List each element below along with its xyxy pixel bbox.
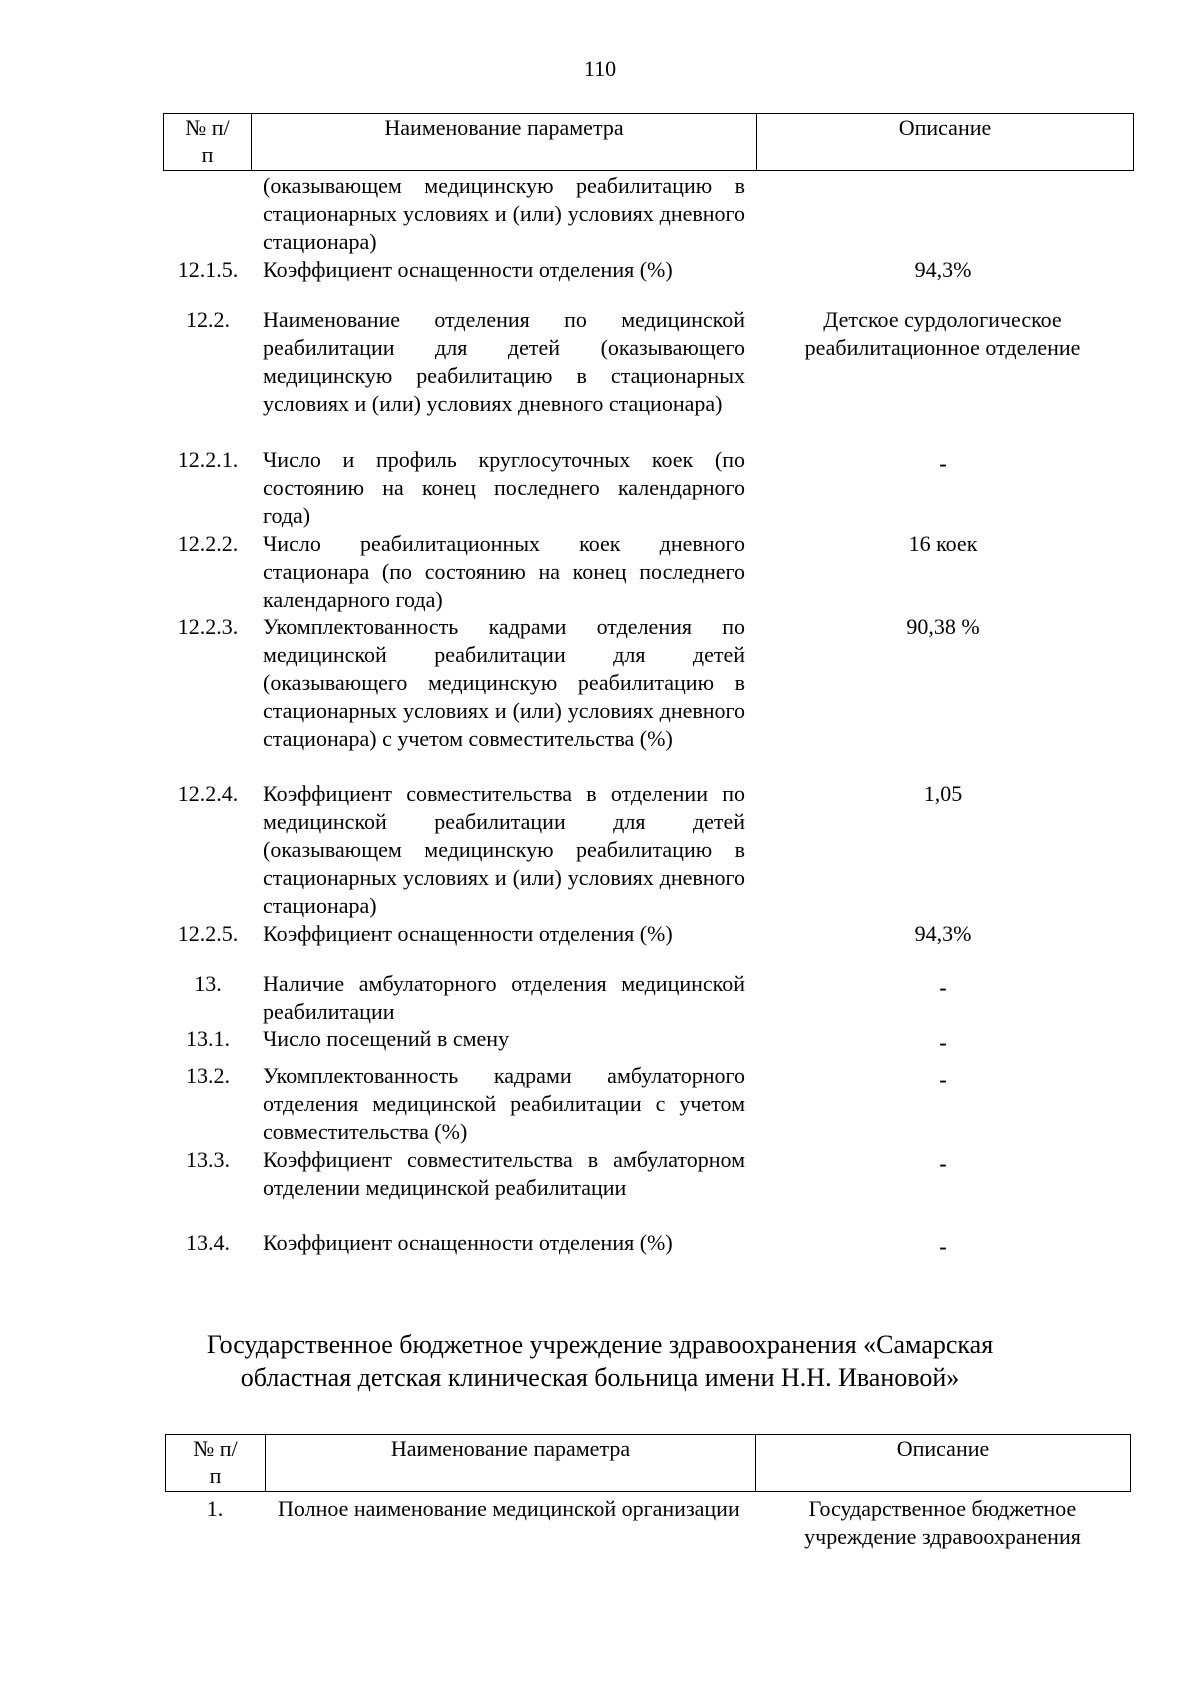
num-cell: 13.4. (186, 1230, 230, 1255)
table1-header (163, 113, 1134, 171)
num-cell: 13.1. (186, 1026, 230, 1051)
desc-cell: 94,3% (914, 257, 972, 282)
desc-cell: Государственное бюджетное учреждение здравоохранения (804, 1496, 1081, 1549)
page-number: 110 (583, 56, 617, 81)
num-cell: 13. (194, 971, 222, 996)
num-cell: 12.2.3. (177, 614, 239, 639)
param-cell: Укомплектованность кадрами амбулаторного отделения медицинской реабилитации с учетом совместительства (%) (263, 1063, 745, 1144)
desc-cell: - (939, 1030, 947, 1055)
num-cell: 13.2. (186, 1063, 230, 1088)
param-cell: Коэффициент совместительства в отделении по медицинской реабилитации для детей (оказывающем медицинскую реабилитацию в стационарных условиях и (или) условиях дневного стационара) (263, 781, 745, 918)
param-cell: Наименование отделения по медицинской реабилитации для детей (оказывающего медицинскую реабилитацию в стационарных условиях и (или) условиях дневного стационара) (263, 307, 745, 416)
desc-cell: - (939, 451, 947, 476)
header-desc: Описание (756, 1435, 1131, 1492)
param-cell: Укомплектованность кадрами отделения по медицинской реабилитации для детей (оказывающего медицинскую реабилитацию в стационарных условиях и (или) условиях дневного стационара) с учетом совместительства (%) (263, 614, 745, 751)
param-cell: Наличие амбулаторного отделения медицинской реабилитации (263, 971, 745, 1024)
param-cell: Число и профиль круглосуточных коек (по состоянию на конец последнего календарного года) (263, 447, 745, 528)
param-cell: Коэффициент оснащенности отделения (%) (263, 257, 673, 282)
header-desc: Описание (757, 114, 1134, 171)
desc-cell: Детское сурдологическое реабилитационное отделение (804, 307, 1081, 360)
table2-header (165, 1434, 1131, 1492)
num-cell: 12.2.4. (177, 781, 239, 806)
desc-cell: - (939, 1234, 947, 1259)
desc-cell: 90,38 % (906, 614, 980, 639)
num-cell: 12.2.1. (177, 447, 239, 472)
desc-cell: 94,3% (914, 921, 972, 946)
param-cell: Коэффициент оснащенности отделения (%) (263, 921, 673, 946)
param-cell: Коэффициент оснащенности отделения (%) (263, 1230, 673, 1255)
desc-cell: 16 коек (908, 531, 978, 556)
param-cell: Полное наименование медицинской организации (278, 1496, 740, 1521)
desc-cell: - (939, 975, 947, 1000)
desc-cell: - (939, 1151, 947, 1176)
organization-title: Государственное бюджетное учреждение здравоохранения «Самарская областная детская клиническая больница имени Н.Н. Ивановой» (206, 1330, 994, 1392)
num-cell: 13.3. (186, 1147, 230, 1172)
param-cell: (оказывающем медицинскую реабилитацию в стационарных условиях и (или) условиях дневного стационара) (263, 173, 745, 254)
header-num: № п/п (166, 1435, 266, 1492)
param-cell: Коэффициент совместительства в амбулаторном отделении медицинской реабилитации (263, 1147, 745, 1200)
desc-cell: - (939, 1067, 947, 1092)
num-cell: 12.1.5. (177, 257, 239, 282)
desc-cell: 1,05 (923, 781, 963, 806)
num-cell: 12.2.5. (177, 921, 239, 946)
header-param: Наименование параметра (252, 114, 757, 171)
param-cell: Число посещений в смену (263, 1026, 510, 1051)
num-cell: 1. (206, 1496, 224, 1521)
num-cell: 12.2. (186, 307, 230, 332)
header-num: № п/п (164, 114, 252, 171)
num-cell: 12.2.2. (177, 531, 239, 556)
header-param: Наименование параметра (266, 1435, 756, 1492)
param-cell: Число реабилитационных коек дневного стационара (по состоянию на конец последнего календарного года) (263, 531, 745, 612)
